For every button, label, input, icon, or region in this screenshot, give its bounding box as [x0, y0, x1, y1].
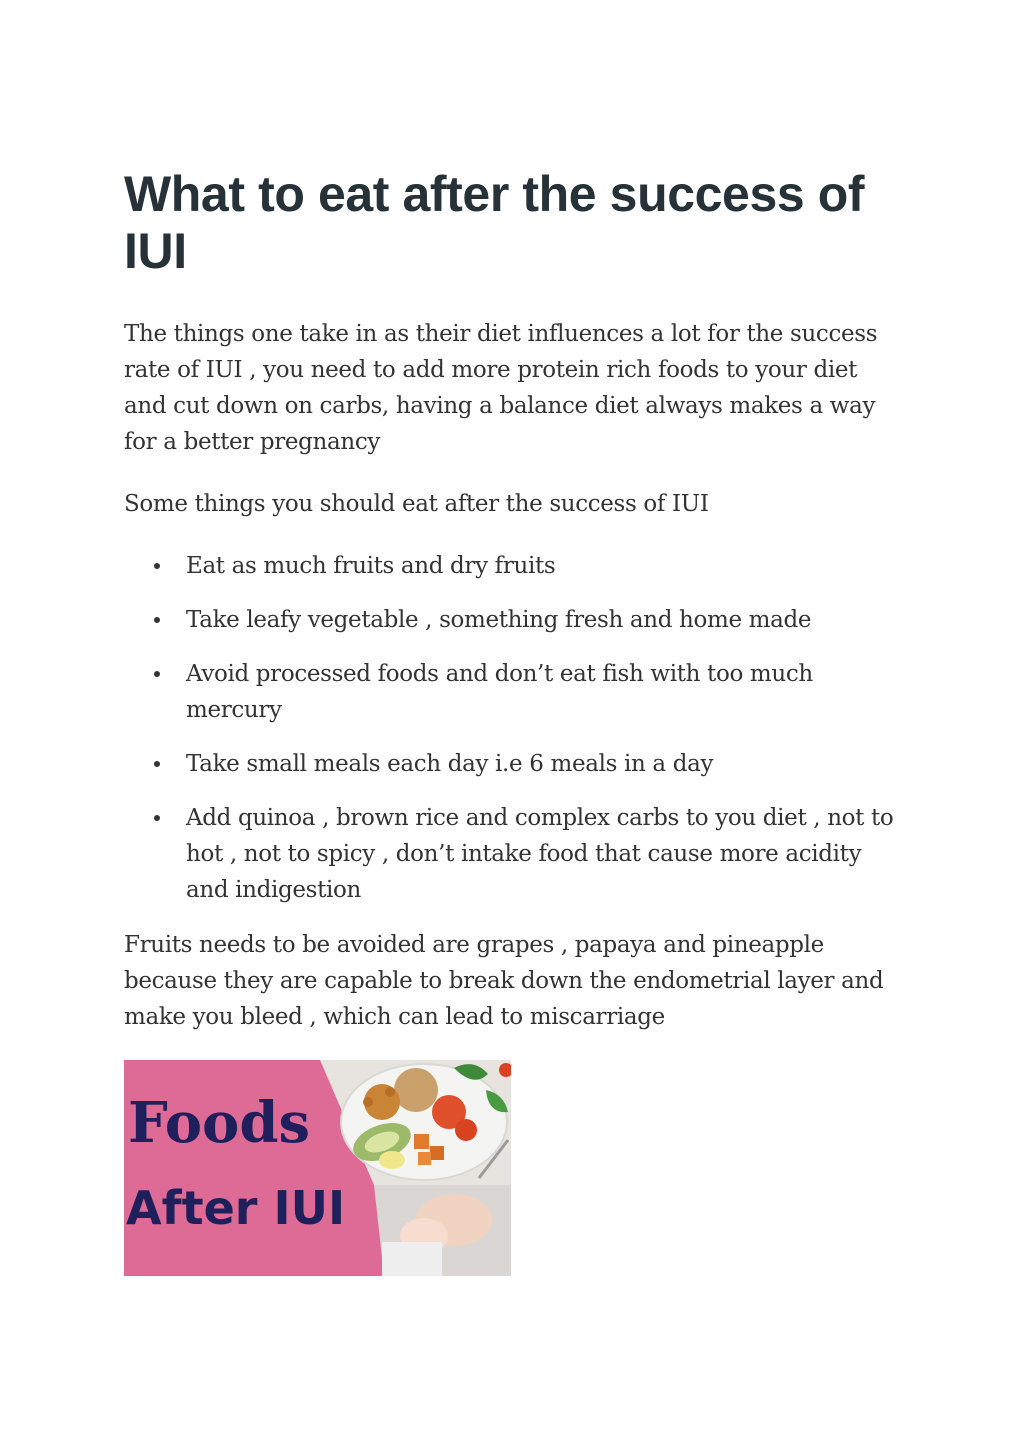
list-item	[124, 548, 904, 584]
list-intro-paragraph: Some things you should eat after the success of IUI	[124, 491, 709, 517]
list-item	[124, 602, 904, 638]
list-item-text: Eat as much fruits and dry fruits	[186, 553, 556, 579]
list-item-text: Take small meals each day i.e 6 meals in a day	[186, 751, 714, 777]
foods-banner-image	[124, 1060, 511, 1276]
banner-line1: Foods	[128, 1090, 311, 1156]
bullet-icon	[154, 761, 160, 767]
bullet-icon	[154, 617, 160, 623]
banner-line2: After IUI	[126, 1181, 346, 1235]
bullet-icon	[154, 815, 160, 821]
closing-paragraph: Fruits needs to be avoided are grapes , papaya and pineapple because they are capable to break down the endometrial layer and make you bleed , which can lead to miscarriage	[124, 932, 884, 1030]
banner-illustration	[124, 1060, 511, 1276]
list-item	[124, 656, 904, 728]
list-item-text: Take leafy vegetable , something fresh and home made	[186, 607, 812, 633]
list-item-text: Add quinoa , brown rice and complex carbs to you diet , not to hot , not to spicy , don’t intake food that cause more acidity and indigestion	[186, 805, 894, 903]
sweet-potato-icon	[414, 1134, 429, 1149]
lime-icon	[379, 1151, 405, 1169]
list-item-text: Avoid processed foods and don’t eat fish with too much mercury	[186, 661, 813, 723]
intro-paragraph: The things one take in as their diet influences a lot for the success rate of IUI , you need to add more protein rich foods to your diet and cut down on carbs, having a balance diet always makes a way for a better pregnancy	[124, 321, 878, 455]
food-list	[124, 548, 904, 926]
list-item	[124, 746, 904, 782]
quinoa-icon	[394, 1068, 438, 1112]
bullet-icon	[154, 671, 160, 677]
bullet-icon	[154, 563, 160, 569]
list-item	[124, 800, 904, 908]
article-title: What to eat after the success of IUI	[124, 166, 865, 279]
